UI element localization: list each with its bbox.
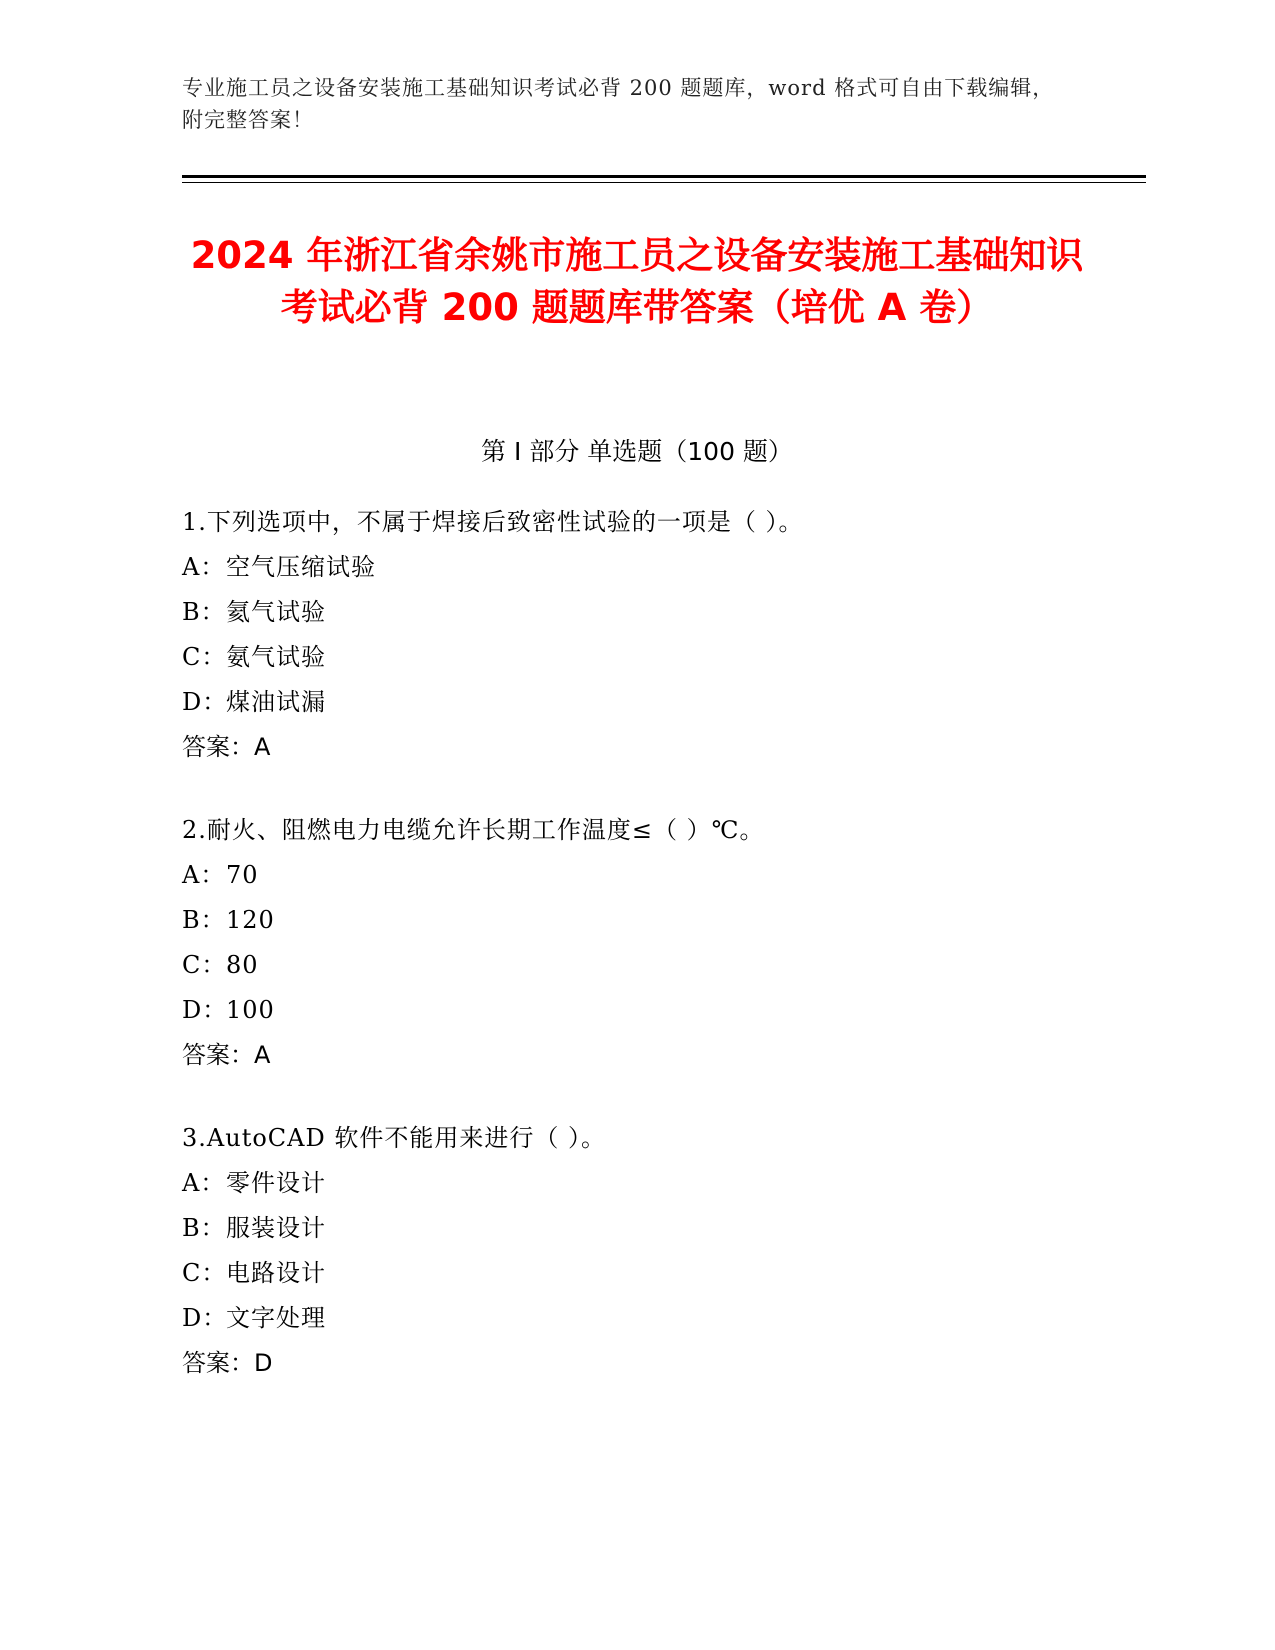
option-text: 文字处理	[226, 1304, 326, 1332]
option-text: 零件设计	[226, 1169, 326, 1197]
option-text: 80	[226, 951, 259, 979]
question-stem: 3.AutoCAD 软件不能用来进行（ ）。	[182, 1124, 606, 1152]
option-letter: D：	[182, 688, 228, 716]
option-d	[182, 1296, 1082, 1341]
answer-line	[182, 725, 1082, 770]
option-letter: A：	[182, 1169, 226, 1197]
section-title: 第 I 部分 单选题（100 题）	[481, 437, 793, 466]
answer-value: A	[254, 733, 271, 761]
option-letter: B：	[182, 906, 226, 934]
document-title: 2024 年浙江省余姚市施工员之设备安装施工基础知识考试必背 200 题题库带答案（培优 A 卷）	[190, 234, 1084, 329]
question-stem: 1.下列选项中，不属于焊接后致密性试验的一项是（ ）。	[182, 508, 804, 536]
option-letter: D：	[182, 996, 228, 1024]
header-rule-thin	[182, 182, 1146, 183]
option-c	[182, 1251, 1082, 1296]
option-text: 空气压缩试验	[226, 553, 376, 581]
answer-line	[182, 1341, 1082, 1386]
option-text: 氦气试验	[226, 598, 326, 626]
answer-value: D	[254, 1349, 273, 1377]
option-text: 70	[226, 861, 259, 889]
answer-label: 答案：	[182, 1349, 254, 1377]
option-text: 100	[226, 996, 275, 1024]
header-note: 专业施工员之设备安装施工基础知识考试必背 200 题题库，word 格式可自由下载编辑，附完整答案！	[182, 76, 1055, 132]
answer-value: A	[254, 1041, 271, 1069]
option-text: 120	[226, 906, 275, 934]
option-a	[182, 853, 1082, 898]
option-text: 煤油试漏	[226, 688, 326, 716]
answer-label: 答案：	[182, 733, 254, 761]
header-rule-thick	[182, 175, 1146, 178]
question-3	[182, 1116, 1082, 1386]
answer-line	[182, 1033, 1082, 1078]
option-letter: B：	[182, 1214, 226, 1242]
answer-label: 答案：	[182, 1041, 254, 1069]
option-letter: C：	[182, 1259, 227, 1287]
option-b	[182, 898, 1082, 943]
option-d	[182, 680, 1082, 725]
option-d	[182, 988, 1082, 1033]
option-a	[182, 1161, 1082, 1206]
option-text: 服装设计	[226, 1214, 326, 1242]
option-letter: C：	[182, 643, 227, 671]
option-c	[182, 635, 1082, 680]
option-c	[182, 943, 1082, 988]
option-letter: D：	[182, 1304, 228, 1332]
option-b	[182, 1206, 1082, 1251]
option-a	[182, 545, 1082, 590]
option-letter: A：	[182, 861, 226, 889]
question-2	[182, 808, 1082, 1078]
option-b	[182, 590, 1082, 635]
question-1	[182, 500, 1082, 770]
option-text: 电路设计	[226, 1259, 326, 1287]
option-letter: B：	[182, 598, 226, 626]
option-text: 氨气试验	[226, 643, 326, 671]
question-stem: 2.耐火、阻燃电力电缆允许长期工作温度≤（ ）℃。	[182, 816, 765, 844]
option-letter: C：	[182, 951, 227, 979]
option-letter: A：	[182, 553, 226, 581]
